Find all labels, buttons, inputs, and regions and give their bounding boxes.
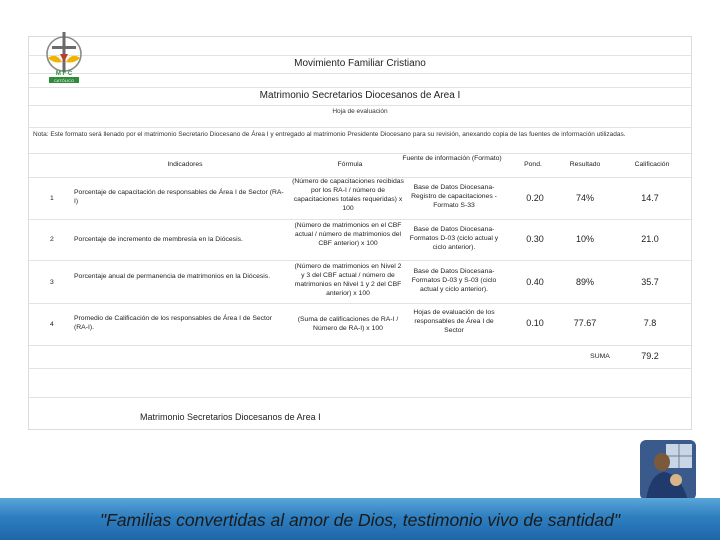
row-formula: (Número de capacitaciones recibidas por los RA-I / número de capacitaciones totales requeridas) x 100 bbox=[292, 178, 404, 212]
row-number: 4 bbox=[50, 321, 54, 328]
logo-text: M F C bbox=[55, 71, 73, 77]
header-resultado: Resultado bbox=[569, 161, 601, 168]
row-calificacion: 35.7 bbox=[641, 277, 659, 287]
footer-title: Matrimonio Secretarios Diocesanos de Area I bbox=[140, 412, 321, 422]
row-pond: 0.30 bbox=[526, 234, 544, 244]
grid-line bbox=[29, 368, 691, 369]
row-calificacion: 14.7 bbox=[641, 193, 659, 203]
row-pond: 0.20 bbox=[526, 193, 544, 203]
header-calificacion: Calificación bbox=[634, 161, 670, 168]
grid-line bbox=[29, 87, 691, 88]
grid-line bbox=[29, 153, 691, 154]
page-subtitle: Hoja de evaluación bbox=[332, 108, 388, 115]
row-pond: 0.40 bbox=[526, 277, 544, 287]
logo-subtext: CATÓLICO bbox=[53, 78, 75, 83]
row-indicador: Promedio de Calificación de los responsables de Área I de Sector (RA-I). bbox=[74, 315, 272, 331]
row-fuente: Hojas de evaluación de los responsables de Área I de Sector bbox=[413, 309, 495, 334]
row-formula: (Número de matrimonios en el CBF actual / número de matrimonios del CBF anterior) x 100 bbox=[294, 222, 402, 247]
grid-line bbox=[29, 105, 691, 106]
header-fuente: Fuente de información (Formato) bbox=[402, 155, 502, 162]
row-fuente: Base de Datos Diocesana-Formatos D-03 y S-03 (ciclo actual y ciclo anterior). bbox=[411, 268, 497, 293]
row-calificacion: 21.0 bbox=[641, 234, 659, 244]
grid-line bbox=[29, 345, 691, 346]
row-resultado: 77.67 bbox=[573, 318, 597, 328]
row-indicador: Porcentaje anual de permanencia de matrimonios en la Diócesis. bbox=[74, 273, 271, 280]
grid-line bbox=[29, 397, 691, 398]
row-number: 1 bbox=[50, 195, 54, 202]
row-pond: 0.10 bbox=[526, 318, 544, 328]
note-text: Nota: Este formato será llenado por el matrimonio Secretario Diocesano de Área I y entregado al matrimonio Presidente Diocesano para su revisión, anexando copia de las fuentes de información utilizadas. bbox=[33, 131, 626, 138]
row-indicador: Porcentaje de capacitación de responsables de Área I de Sector (RA-I) bbox=[74, 189, 284, 205]
row-fuente: Base de Datos Diocesana-Formatos D-03 (ciclo actual y ciclo anterior). bbox=[409, 226, 499, 251]
header-pond: Pond. bbox=[524, 161, 542, 168]
religious-image bbox=[640, 440, 696, 500]
mfc-logo bbox=[38, 28, 90, 84]
motto-banner bbox=[0, 498, 720, 540]
row-resultado: 10% bbox=[575, 234, 594, 244]
row-resultado: 74% bbox=[575, 193, 594, 203]
row-number: 2 bbox=[50, 236, 54, 243]
grid-line bbox=[29, 219, 691, 220]
row-formula: (Suma de calificaciones de RA-I / Número de RA-I) x 100 bbox=[297, 316, 399, 332]
org-title: Movimiento Familiar Cristiano bbox=[294, 58, 426, 69]
page-title: Matrimonio Secretarios Diocesanos de Area I bbox=[259, 90, 461, 101]
grid-line bbox=[29, 127, 691, 128]
motto-text: "Familias convertidas al amor de Dios, testimonio vivo de santidad" bbox=[99, 510, 621, 530]
row-number: 3 bbox=[50, 279, 54, 286]
header-indicadores: Indicadores bbox=[167, 161, 203, 168]
row-calificacion: 7.8 bbox=[643, 318, 657, 328]
row-resultado: 89% bbox=[575, 277, 594, 287]
row-indicador: Porcentaje de incremento de membresía en la Diócesis. bbox=[74, 236, 243, 243]
row-formula: (Número de matrimonios en Nivel 2 y 3 del CBF actual / número de matrimonios en Nivel 1 y 2 del CBF anterior) x 100 bbox=[294, 263, 402, 297]
grid-line bbox=[29, 73, 691, 74]
grid-line bbox=[29, 55, 691, 56]
suma-value: 79.2 bbox=[641, 351, 659, 361]
grid-line bbox=[29, 303, 691, 304]
suma-label: SUMA bbox=[590, 353, 610, 360]
header-formula: Fórmula bbox=[337, 161, 363, 168]
row-fuente: Base de Datos Diocesana-Registro de capacitaciones - Formato S-33 bbox=[411, 184, 497, 209]
grid-line bbox=[29, 260, 691, 261]
